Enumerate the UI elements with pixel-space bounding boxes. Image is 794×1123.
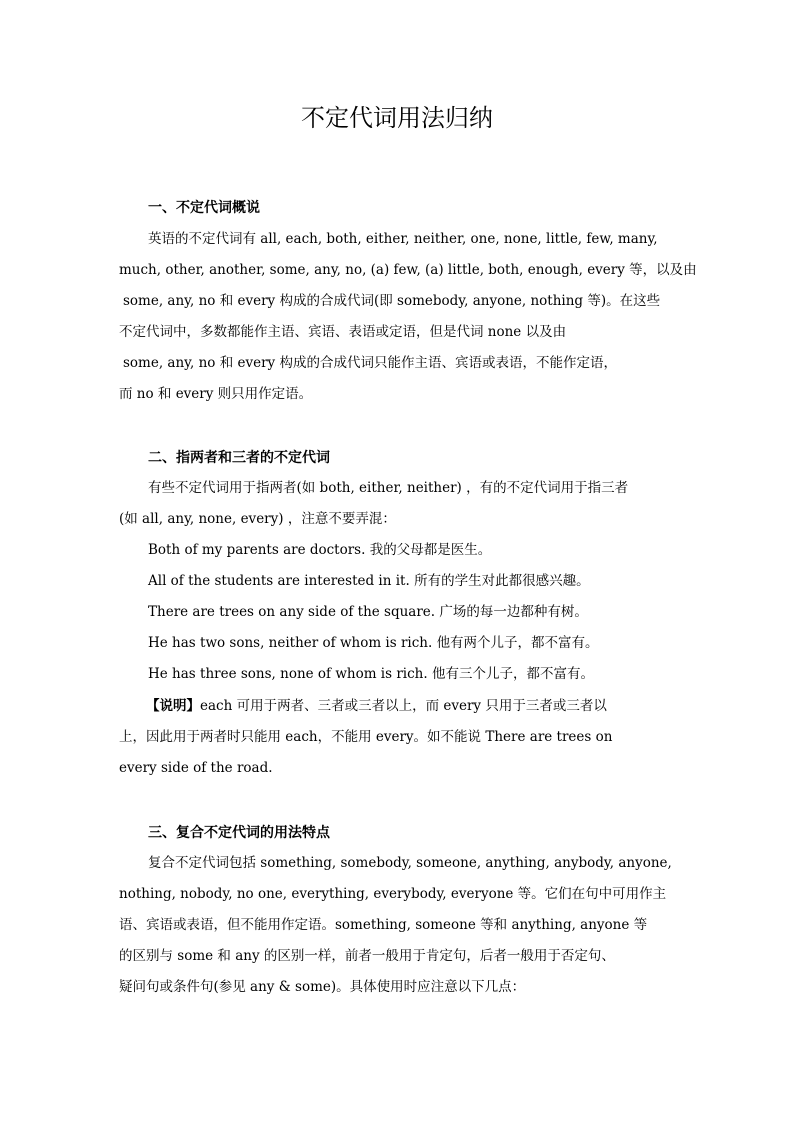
section-heading-1: 一、不定代词概说 [148,200,260,216]
paragraph-line: nothing, nobody, no one, everything, everybody, everyone 等。它们在句中可用作主 [119,886,667,902]
paragraph-line: 英语的不定代词有 all, each, both, either, neither, one, none, little, few, many, [148,231,658,247]
note-line: every side of the road. [119,760,273,776]
note-text: each 可用于两者、三者或三者以上，而 every 只用于三者或三者以 [200,698,607,714]
paragraph-line: some, any, no 和 every 构成的合成代词(即 somebody, anyone, nothing 等)。在这些 [123,293,661,309]
paragraph-line: 不定代词中，多数都能作主语、宾语、表语或定语，但是代词 none 以及由 [119,324,567,340]
example-sentence: He has two sons, neither of whom is rich. 他有两个儿子，都不富有。 [148,635,599,651]
example-sentence: All of the students are interested in it. 所有的学生对此都很感兴趣。 [148,573,590,589]
note-line: 上，因此用于两者时只能用 each，不能用 every。如不能说 There are trees on [119,729,613,745]
paragraph-line: 有些不定代词用于指两者(如 both, either, neither) ，有的不定代词用于指三者 [148,480,629,496]
paragraph-line: 的区别与 some 和 any 的区别一样，前者一般用于肯定句，后者一般用于否定句、 [119,948,615,964]
note-line [146,697,716,715]
section-heading-2: 二、指两者和三者的不定代词 [148,450,330,466]
example-sentence: He has three sons, none of whom is rich. 他有三个儿子，都不富有。 [148,666,594,682]
page-title: 不定代词用法归纳 [301,104,493,132]
example-sentence: Both of my parents are doctors. 我的父母都是医生。 [148,542,492,558]
paragraph-line: (如 all, any, none, every) ，注意不要弄混： [119,511,396,527]
example-sentence: There are trees on any side of the square. 广场的每一边都种有树。 [148,604,588,620]
paragraph-line: 语、宾语或表语，但不能用作定语。something, someone 等和 anything, anyone 等 [119,917,648,933]
paragraph-line: 疑问句或条件句(参见 any & some)。具体使用时应注意以下几点： [119,979,526,995]
note-label: 【说明】 [146,698,200,714]
section-heading-3: 三、复合不定代词的用法特点 [148,825,330,841]
paragraph-line: much, other, another, some, any, no, (a) few, (a) little, both, enough, every 等，以及由 [119,262,697,278]
paragraph-line: some, any, no 和 every 构成的合成代词只能作主语、宾语或表语，不能作定语， [123,355,617,371]
paragraph-line: 复合不定代词包括 something, somebody, someone, anything, anybody, anyone, [148,855,672,871]
paragraph-line: 而 no 和 every 则只用作定语。 [119,386,313,402]
